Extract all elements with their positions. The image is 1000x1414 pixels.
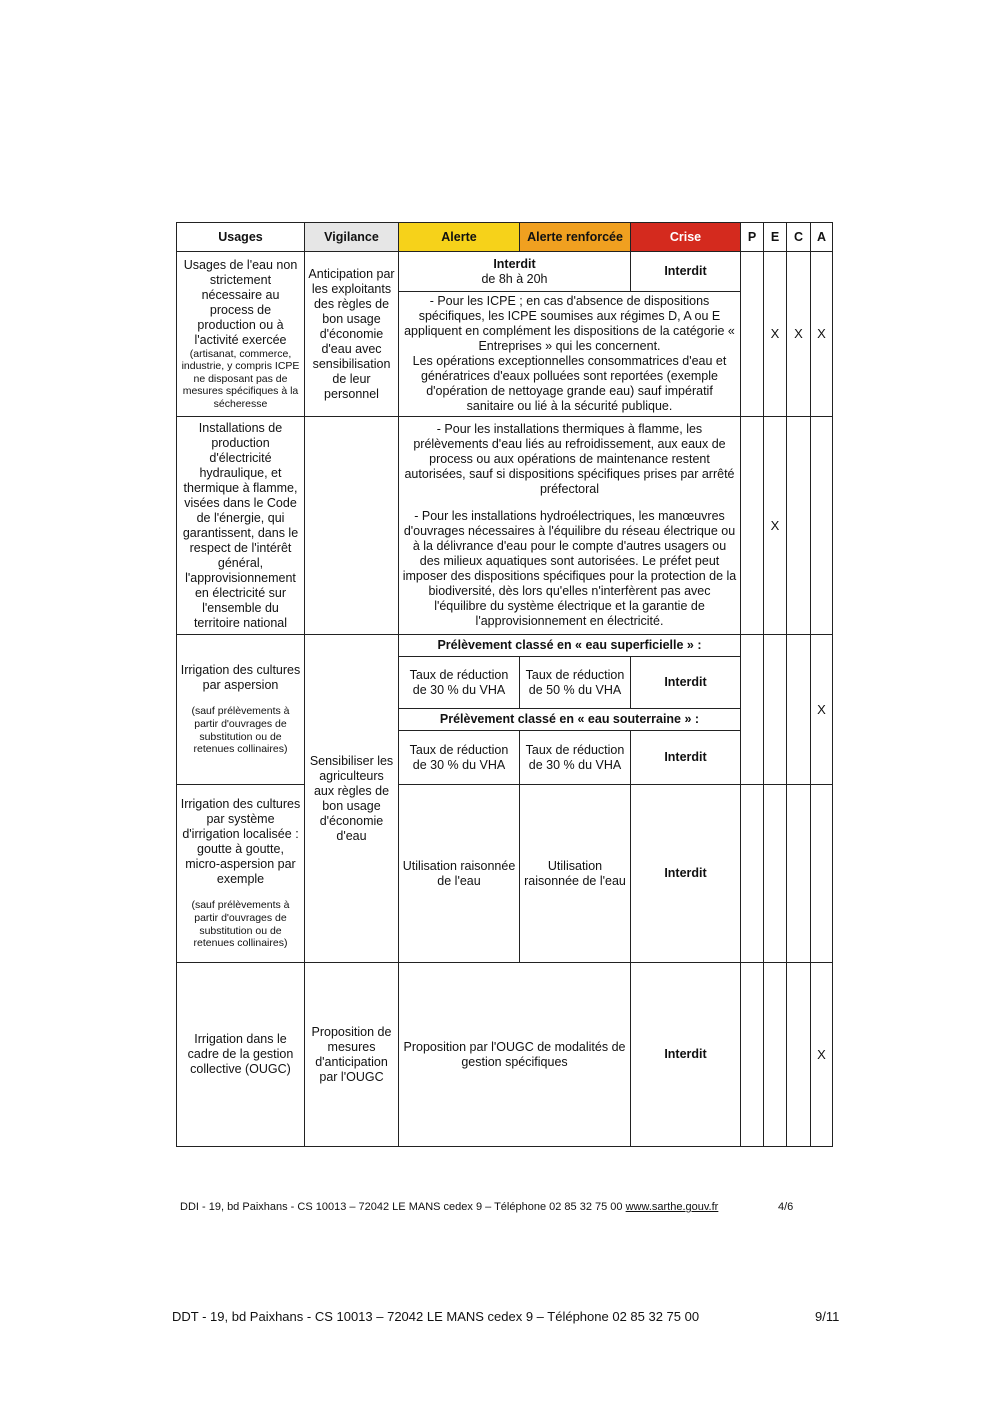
crise-cell: Interdit — [631, 252, 741, 292]
crise-cell: Interdit — [631, 731, 741, 785]
usage-cell — [177, 785, 305, 963]
usage-note: (sauf prélèvements à partir d'ouvrages de substitution ou de retenues collinaires) — [191, 705, 290, 756]
alerte-interdit-cell — [399, 252, 631, 292]
notes-cell — [399, 417, 741, 635]
mark-a: X — [811, 252, 833, 417]
alerte-renforcee-cell: Utilisation raisonnée de l'eau — [520, 785, 631, 963]
table-row — [177, 635, 833, 657]
header-alerte: Alerte — [399, 223, 520, 252]
interdit-label: Interdit — [493, 256, 536, 271]
alerte-renforcee-cell: Taux de réduction de 50 % du VHA — [520, 657, 631, 709]
mark-c — [787, 417, 811, 635]
table-row — [177, 785, 833, 963]
usage-cell — [177, 252, 305, 417]
mark-e — [764, 635, 787, 785]
mark-e — [764, 785, 787, 963]
header-c: C — [787, 223, 811, 252]
usage-note: (artisanat, commerce, industrie, y compris ICPE ne disposant pas de mesures spécifiques à la sécheresse — [181, 347, 300, 410]
usage-cell — [177, 635, 305, 785]
mark-p — [741, 635, 764, 785]
subheader-souterraine: Prélèvement classé en « eau souterraine » : — [399, 709, 741, 731]
crise-cell: Interdit — [631, 963, 741, 1147]
note-text: - Pour les installations hydroélectriques, les manœuvres d'ouvrages nécessaires à l'équilibre du réseau électrique ou à la délivrance d'eau pour le compte d'autres usagers ou des milieux aquatiques sont autorisées. Le préfet peut imposer des dispositions spécifiques pour la protection de la biodiversité, dès lors qu'elles n'interfèrent pas avec l'équilibre du système électrique et la garantie de l'approvisionnement en électricité. — [402, 509, 737, 628]
note-text: - Pour les installations thermiques à flamme, les prélèvements d'eau liés au refroidissement, aux eaux de process ou aux opérations de maintenance restent autorisées, sauf si dispositions spécifiques prises par arrêté préfectoral — [404, 422, 735, 496]
footer-page-number-ddt: 9/11 — [815, 1309, 840, 1324]
note-text: Les opérations exceptionnelles consommatrices d'eau et génératrices d'eaux polluées sont reportées (exemple d'opération de nettoyage grande eau) sauf impératif sanitaire ou lié à la sécurité publique. — [412, 354, 727, 413]
footer — [180, 1201, 718, 1213]
table-row — [177, 417, 833, 635]
mark-c: X — [787, 252, 811, 417]
interdit-hours: de 8h à 20h — [481, 271, 548, 286]
subheader-superficielle: Prélèvement classé en « eau superficielle » : — [399, 635, 741, 657]
mark-c — [787, 785, 811, 963]
table-row — [177, 252, 833, 292]
table-row — [177, 963, 833, 1147]
usage-text: Irrigation des cultures par système d'irrigation localisée : goutte à goutte, micro-aspersion par exemple — [180, 797, 301, 887]
note-text: - Pour les ICPE ; en cas d'absence de dispositions spécifiques, les ICPE soumises aux régimes D, A ou E appliquent en complément les dispositions de la catégorie « Entreprises » qui les concernent. — [404, 294, 735, 353]
alerte-cell: Proposition par l'OUGC de modalités de gestion spécifiques — [399, 963, 631, 1147]
notes-cell — [399, 292, 741, 417]
usage-text: Usages de l'eau non strictement nécessaire au process de production ou à l'activité exercée — [183, 257, 298, 347]
usage-cell: Installations de production d'électricité hydraulique, et thermique à flamme, visées dans le Code de l'énergie, qui garantissent, dans le respect de l'intérêt général, l'approvisionnement en électricité sur l'ensemble du territoire national — [177, 417, 305, 635]
mark-e: X — [764, 252, 787, 417]
vigilance-cell: Anticipation par les exploitants des règles de bon usage d'économie d'eau avec sensibilisation de leur personnel — [305, 252, 399, 417]
alerte-cell: Taux de réduction de 30 % du VHA — [399, 657, 520, 709]
mark-p — [741, 252, 764, 417]
mark-a — [811, 417, 833, 635]
crise-cell: Interdit — [631, 785, 741, 963]
footer-page-number: 4/6 — [778, 1201, 794, 1213]
vigilance-cell: Sensibiliser les agriculteurs aux règles de bon usage d'économie d'eau — [305, 635, 399, 963]
header-vigilance: Vigilance — [305, 223, 399, 252]
mark-a — [811, 785, 833, 963]
footer-link[interactable]: www.sarthe.gouv.fr — [625, 1201, 719, 1213]
header-alerte-renforcee: Alerte renforcée — [520, 223, 631, 252]
mark-e — [764, 963, 787, 1147]
mark-p — [741, 963, 764, 1147]
header-e: E — [764, 223, 787, 252]
header-p: P — [741, 223, 764, 252]
alerte-cell: Utilisation raisonnée de l'eau — [399, 785, 520, 963]
footer-address-ddt: DDT - 19, bd Paixhans - CS 10013 – 72042 LE MANS cedex 9 – Téléphone 02 85 32 75 00 — [172, 1309, 700, 1324]
vigilance-cell: Proposition de mesures d'anticipation par l'OUGC — [305, 963, 399, 1147]
crise-cell: Interdit — [631, 657, 741, 709]
header-crise: Crise — [631, 223, 741, 252]
header-usages: Usages — [177, 223, 305, 252]
mark-e: X — [764, 417, 787, 635]
mark-p — [741, 417, 764, 635]
mark-p — [741, 785, 764, 963]
usage-text: Irrigation des cultures par aspersion — [180, 663, 301, 693]
header-a: A — [811, 223, 833, 252]
alerte-renforcee-cell: Taux de réduction de 30 % du VHA — [520, 731, 631, 785]
restrictions-table — [176, 222, 833, 1147]
mark-c — [787, 635, 811, 785]
mark-a: X — [811, 635, 833, 785]
alerte-cell: Taux de réduction de 30 % du VHA — [399, 731, 520, 785]
usage-note: (sauf prélèvements à partir d'ouvrages de substitution ou de retenues collinaires) — [191, 899, 290, 950]
mark-a: X — [811, 963, 833, 1147]
vigilance-cell — [305, 417, 399, 635]
footer-address: DDI - 19, bd Paixhans - CS 10013 – 72042 LE MANS cedex 9 – Téléphone 02 85 32 75 00 — [180, 1201, 623, 1213]
usage-cell: Irrigation dans le cadre de la gestion collective (OUGC) — [177, 963, 305, 1147]
mark-c — [787, 963, 811, 1147]
header-row — [177, 223, 833, 252]
